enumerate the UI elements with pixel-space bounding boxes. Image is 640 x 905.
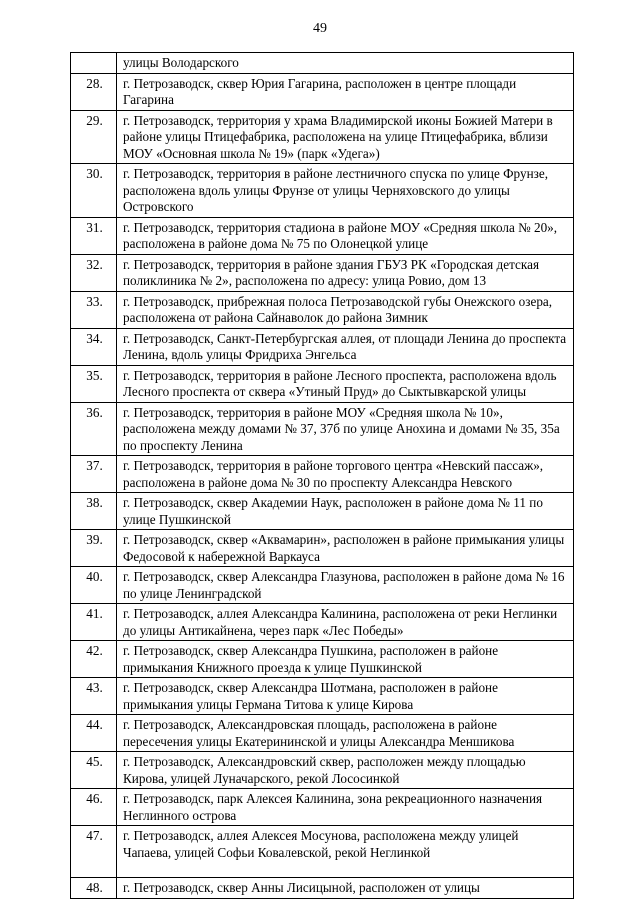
row-number: 46.	[71, 789, 117, 826]
row-description: г. Петрозаводск, территория в районе лестничного спуска по улице Фрунзе, расположена вдоль улицы Фрунзе от улицы Черняховского до улицы Островского	[117, 164, 574, 218]
table-row	[71, 678, 574, 715]
row-number: 38.	[71, 493, 117, 530]
table-row	[71, 493, 574, 530]
locations-table	[70, 52, 574, 899]
row-number: 28.	[71, 73, 117, 110]
row-description: г. Петрозаводск, территория в районе Лесного проспекта, расположена вдоль Лесного проспекта от сквера «Утиный Пруд» до Сыктывкарской улицы	[117, 365, 574, 402]
row-number: 34.	[71, 328, 117, 365]
row-description: г. Петрозаводск, аллея Александра Калинина, расположена от реки Неглинки до улицы Антикайнена, через парк «Лес Победы»	[117, 604, 574, 641]
row-number: 37.	[71, 456, 117, 493]
table-row	[71, 53, 574, 74]
table-row	[71, 291, 574, 328]
row-number: 35.	[71, 365, 117, 402]
row-description: г. Петрозаводск, территория стадиона в районе МОУ «Средняя школа № 20», расположена в районе дома № 75 по Олонецкой улице	[117, 217, 574, 254]
row-number: 29.	[71, 110, 117, 164]
row-description: улицы Володарского	[117, 53, 574, 74]
row-description: г. Петрозаводск, сквер «Аквамарин», расположен в районе примыкания улицы Федосовой к набережной Варкауса	[117, 530, 574, 567]
row-number	[71, 53, 117, 74]
table-row	[71, 641, 574, 678]
row-number: 45.	[71, 752, 117, 789]
table-row	[71, 789, 574, 826]
page-number: 49	[313, 21, 327, 36]
row-number: 40.	[71, 567, 117, 604]
row-description: г. Петрозаводск, Александровский сквер, расположен между площадью Кирова, улицей Луначарского, рекой Лососинкой	[117, 752, 574, 789]
table-row	[71, 878, 574, 899]
row-description: г. Петрозаводск, территория в районе МОУ «Средняя школа № 10», расположена между домами № 37, 37б по улице Анохина и домами № 35, 35а по проспекту Ленина	[117, 402, 574, 456]
row-description: г. Петрозаводск, Александровская площадь, расположена в районе пересечения улицы Екатерининской и улицы Александра Меншикова	[117, 715, 574, 752]
row-description: г. Петрозаводск, сквер Александра Шотмана, расположен в районе примыкания улицы Германа Титова к улице Кирова	[117, 678, 574, 715]
row-description: г. Петрозаводск, сквер Анны Лисицыной, расположен от улицы	[117, 878, 574, 899]
row-number: 31.	[71, 217, 117, 254]
row-description: г. Петрозаводск, сквер Академии Наук, расположен в районе дома № 11 по улице Пушкинской	[117, 493, 574, 530]
row-number: 36.	[71, 402, 117, 456]
table-row	[71, 402, 574, 456]
table-row	[71, 826, 574, 878]
row-description: г. Петрозаводск, территория у храма Владимирской иконы Божией Матери в районе улицы Птицефабрика, расположена на улице Птицефабрика, вблизи МОУ «Основная школа № 19» (парк «Удега»)	[117, 110, 574, 164]
table-row	[71, 530, 574, 567]
table-row	[71, 752, 574, 789]
table-row	[71, 567, 574, 604]
row-description: г. Петрозаводск, парк Алексея Калинина, зона рекреационного назначения Неглинного острова	[117, 789, 574, 826]
row-number: 47.	[71, 826, 117, 878]
row-number: 33.	[71, 291, 117, 328]
row-number: 48.	[71, 878, 117, 899]
row-description: г. Петрозаводск, сквер Александра Пушкина, расположен в районе примыкания Книжного проезда к улице Пушкинской	[117, 641, 574, 678]
row-number: 42.	[71, 641, 117, 678]
table-row	[71, 217, 574, 254]
table-row	[71, 604, 574, 641]
table-row	[71, 164, 574, 218]
row-number: 43.	[71, 678, 117, 715]
table-row	[71, 110, 574, 164]
row-number: 39.	[71, 530, 117, 567]
table-row	[71, 254, 574, 291]
row-description: г. Петрозаводск, прибрежная полоса Петрозаводской губы Онежского озера, расположена от района Сайнаволок до района Зимник	[117, 291, 574, 328]
table-row	[71, 365, 574, 402]
table-body	[71, 53, 574, 899]
table-row	[71, 715, 574, 752]
row-description: г. Петрозаводск, территория в районе торгового центра «Невский пассаж», расположена в районе дома № 30 по проспекту Александра Невского	[117, 456, 574, 493]
row-description: г. Петрозаводск, сквер Александра Глазунова, расположен в районе дома № 16 по улице Ленинградской	[117, 567, 574, 604]
row-number: 30.	[71, 164, 117, 218]
row-number: 44.	[71, 715, 117, 752]
table-row	[71, 456, 574, 493]
table-row	[71, 73, 574, 110]
table-row	[71, 328, 574, 365]
row-number: 32.	[71, 254, 117, 291]
row-description: г. Петрозаводск, территория в районе здания ГБУЗ РК «Городская детская поликлиника № 2», расположена по адресу: улица Ровио, дом 13	[117, 254, 574, 291]
row-description: г. Петрозаводск, Санкт-Петербургская аллея, от площади Ленина до проспекта Ленина, вдоль улицы Фридриха Энгельса	[117, 328, 574, 365]
row-description: г. Петрозаводск, аллея Алексея Мосунова, расположена между улицей Чапаева, улицей Софьи Ковалевской, рекой Неглинкой	[117, 826, 574, 878]
row-number: 41.	[71, 604, 117, 641]
row-description: г. Петрозаводск, сквер Юрия Гагарина, расположен в центре площади Гагарина	[117, 73, 574, 110]
